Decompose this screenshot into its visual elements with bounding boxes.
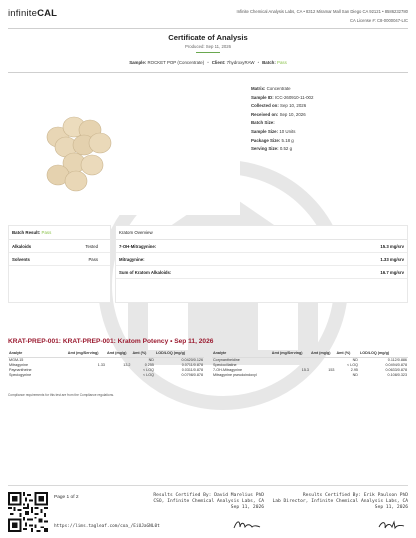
kratom-row: Mitragynine: 1.33 mg/srv [116,253,407,266]
compliance-note: Compliance requirements for this test are from the Compliance regulations. [8,393,114,397]
table-row: Speciociliatine < LOQ 0.0494/0.878 [213,362,407,367]
col-amt-pct: Amt (%) [131,350,155,357]
lab-logo: infiniteCAL [8,8,58,19]
qr-code-icon[interactable] [8,492,48,532]
signature-1 [232,518,262,532]
col-amt-mg-g: Amt (mg/g) [106,350,131,357]
table-row: Speciogynine < LOQ 0.0798/0.878 [9,373,203,378]
page-number: Page 1 of 2 [54,495,79,500]
detail-row: Serving Size: 0.52 g [251,146,293,152]
kratom-overview-panel [115,225,408,303]
table-row: Paynantheine < LOQ 0.0311/0.878 [9,367,203,372]
footer-divider [8,485,408,486]
detail-row: Package Size: 5.18 g [251,137,294,143]
table-row: Corynantheidine ND 0.112/0.886 [213,357,407,362]
lab-license: CA License #: C8-0000047-LIC [350,18,408,23]
detail-row: Collected on: Sep 10, 2026 [251,103,307,109]
col-amt-pct: Amt (%) [335,350,359,357]
batch-result-panel [8,225,111,303]
page-header [8,6,408,28]
coa-link[interactable]: https://lims.tagleaf.com/coa_/EiUJaGNL0t [54,524,160,529]
col-analyte: Analyte [212,350,271,357]
table-row: 7-OH-Mitragynine 15.3 153 2.95 0.0633/0.878 [213,367,407,372]
table-row: Mitragynine 1.33 13.2 0.255 0.0711/0.878 [9,362,203,367]
detail-row: Received on: Sep 10, 2026 [251,111,306,117]
certifier-1: Results Certified By: David Marelius PhD CSO, Infinite Chemical Analysis Labs, CA Sep 11, 2026 [153,493,264,511]
col-amt-mg-g: Amt (mg/g) [310,350,335,357]
kratom-overview-title: Kratom Overview [116,226,407,240]
header-divider [8,28,408,29]
col-lod-loq: LOD/LOQ (mg/g) [155,350,204,357]
potency-section-title: KRAT-PREP-001: KRAT-PREP-001: Kratom Potency • Sep 11, 2026 [8,338,214,345]
certifier-2: Results Certified By: Erik Paulson PhD Lab Director, Infinite Chemical Analysis Labs, CA Sep 11, 2026 [272,493,408,511]
detail-row: Sample ID: ICC-260910-11-002 [251,94,314,100]
meta-divider [8,72,408,73]
table-row: MGM-15 ND 0.0420/0.126 [9,357,203,362]
title-underline [196,52,220,53]
col-analyte: Analyte [8,350,67,357]
signature-2 [376,518,406,532]
batch-row: Solvents Pass [9,253,110,266]
batch-result-header: Batch Result: Pass [9,226,110,240]
detail-row: Sample Size: 10 Units [251,128,296,134]
detail-row: Batch Size: [251,120,275,126]
detail-row: Matrix: Concentrate [251,86,291,91]
sample-photo [8,85,240,215]
analyte-table-right [212,350,408,378]
col-lod-loq: LOD/LOQ (mg/g) [359,350,408,357]
analyte-table-left [8,350,204,378]
col-amt-serving: Amt (mg/Serving) [67,350,106,357]
kratom-row: 7-OH-Mitragynine: 15.3 mg/srv [116,240,407,253]
table-row: Mitragynine pseudoindoxyl ND 0.108/0.323 [213,373,407,378]
batch-row: Alkaloids Tested [9,240,110,253]
produced-date: Produced: Sep 11, 2026 [184,44,232,49]
lab-address: Infinite Chemical Analysis Labs, CA • 8312 Miramar Mall San Diego CA 92121 • 8586232780 [236,9,408,14]
sample-details [248,85,408,215]
col-amt-serving: Amt (mg/Serving) [271,350,310,357]
sample-meta-line: Sample: ROCKET POP (Concentrate) • Client: 7hydroxyRAW • Batch: Pass [129,60,287,65]
page-title: Certificate of Analysis [168,33,248,42]
kratom-row: Sum of Kratom Alkaloids: 16.7 mg/srv [116,266,407,279]
